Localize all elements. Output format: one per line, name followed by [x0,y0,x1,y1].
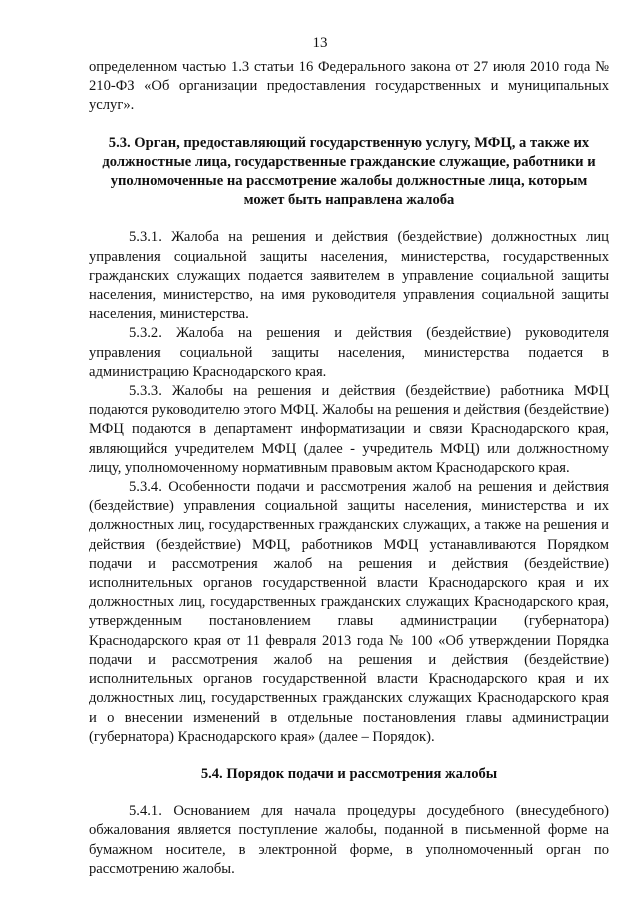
spacer [89,116,609,134]
section-5-4-heading: 5.4. Порядок подачи и рассмотрения жалобы [200,765,498,782]
paragraph-5-3-1: 5.3.1. Жалоба на решения и действия (бездействие) должностных лиц управления социальной защиты населения, министерства, государственных гражданских служащих подается заявителем в управление социальной защиты населения, министерство, на имя руководителя управления социальной защиты населения, министерства. [89,229,609,323]
intro-paragraph: определенном частью 1.3 статьи 16 Федерального закона от 27 июля 2010 года № 210-ФЗ «Об организации предоставления государственных и муниципальных услуг». [89,59,609,114]
paragraph-5-3-4: 5.3.4. Особенности подачи и рассмотрения жалоб на решения и действия (бездействие) управления социальной защиты населения, министерства и их должностных лиц, государственных гражданских служащих, а также на решения и действия (бездействие) МФЦ, работников МФЦ устанавливаются Порядком подачи и рассмотрения жалоб на решения и действия (бездействие) исполнительных органов государственной власти Краснодарского края и их должностных лиц, государственных гражданских служащих Краснодарского края, утвержденным постановлением главы администрации (губернатора) Краснодарского края от 11 февраля 2013 года № 100 «Об утверждении Порядка подачи и рассмотрения жалоб на решения и действия (бездействие) исполнительных органов государственной власти Краснодарского края и их должностных лиц, государственных гражданских служащих Краснодарского края и о внесении изменений в отдельные постановления главы администрации (губернатора) Краснодарского края» (далее – Порядок). [89,479,609,745]
spacer [89,210,609,228]
paragraph-5-3-3: 5.3.3. Жалобы на решения и действия (бездействие) работника МФЦ подаются руководителю этого МФЦ. Жалобы на решения и действия (бездействие) МФЦ подаются в департамент информатизации и связи Краснодарского края, являющийся учредителем МФЦ (далее - учредитель МФЦ) или должностному лицу, уполномоченному нормативным правовым актом Краснодарского края. [89,383,609,476]
page-number: 13 [312,35,328,51]
paragraph-5-4-1: 5.4.1. Основанием для начала процедуры досудебного (внесудебного) обжалования является поступление жалобы, поданной в письменной форме на бумажном носителе, в электронной форме, в уполномоченный орган по рассмотрению жалобы. [89,803,609,877]
spacer [89,784,609,802]
spacer [89,747,609,765]
paragraph-5-3-2: 5.3.2. Жалоба на решения и действия (бездействие) руководителя управления социальной защиты населения, министерства подается в администрацию Краснодарского края. [89,325,609,380]
document-body [89,58,609,879]
section-5-3-heading: 5.3. Орган, предоставляющий государственную услугу, МФЦ, а также их должностные лица, государственные гражданские служащие, работники и уполномоченные на рассмотрение жалобы должностные лица, которым может быть направлена жалоба [102,134,596,209]
